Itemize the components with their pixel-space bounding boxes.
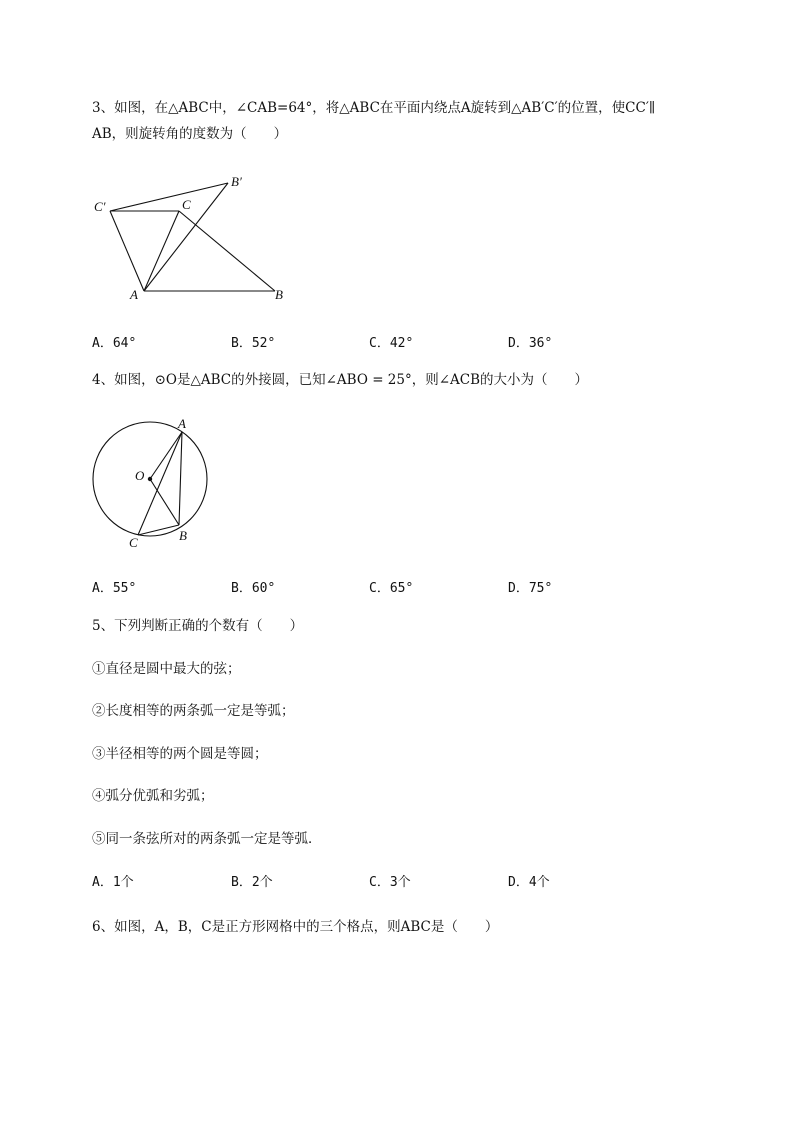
q5-statement-5: ⑤同一条弦所对的两条弧一定是等弧． [92,831,322,847]
q3-label-c: C [182,197,191,212]
q5-option-a[interactable]: A．1个 [92,875,134,890]
q3-label-b-prime: B′ [231,174,242,189]
q4-option-c[interactable]: C．65° [369,581,414,596]
q4-stem: 4、如图，⊙O是△ABC的外接圆，已知∠ABO = 25°，则∠ACB的大小为（ ） [92,372,589,388]
q4-option-b[interactable]: B．60° [231,581,276,596]
q4-option-d[interactable]: D．75° [508,581,553,596]
q5-statement-2: ②长度相等的两条弧一定是等弧； [92,703,295,719]
q4-label-o: O [135,468,145,483]
q6-stem: 6、如图，A，B，C是正方形网格中的三个格点，则ABC是（ ） [92,919,499,935]
q3-stem-line1: 3、如图，在△ABC中，∠CAB=64°，将△ABC在平面内绕点A旋转到△AB′C′的位置，使CC′∥ [92,100,656,116]
q4-label-b: B [179,528,187,543]
q4-label-a: A [178,416,186,431]
q5-option-d[interactable]: D．4个 [508,875,550,890]
q3-label-a: A [130,287,138,302]
q5-statement-3: ③半径相等的两个圆是等圆； [92,746,268,762]
q3-label-b: B [275,287,283,302]
q3-figure [90,168,300,308]
q5-statement-1: ①直径是圆中最大的弦； [92,661,241,677]
q3-option-a[interactable]: A．64° [92,336,137,351]
q3-option-d[interactable]: D．36° [508,336,553,351]
q3-label-c-prime: C′ [94,199,106,214]
q3-stem-line2: AB，则旋转角的度数为（ ） [92,126,288,142]
q4-label-c: C [129,535,138,550]
q4-figure [90,412,220,552]
q3-option-c[interactable]: C．42° [369,336,414,351]
q4-option-a[interactable]: A．55° [92,581,137,596]
q5-statement-4: ④弧分优弧和劣弧； [92,788,214,804]
q3-option-b[interactable]: B．52° [231,336,276,351]
center-point [148,477,152,481]
q5-option-c[interactable]: C．3个 [369,875,411,890]
q5-stem: 5、下列判断正确的个数有（ ） [92,618,304,634]
q5-option-b[interactable]: B．2个 [231,875,273,890]
